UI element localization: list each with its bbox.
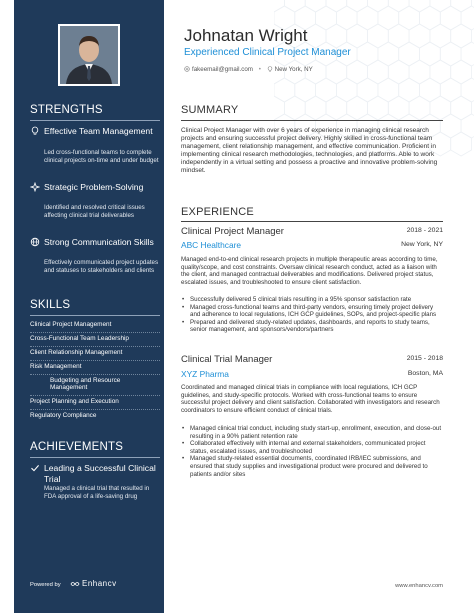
contact-line [184, 66, 313, 73]
strengths-heading: STRENGTHS [30, 104, 103, 116]
job-role: Clinical Trial Manager [181, 354, 273, 365]
achievement-description: Managed a clinical trial that resulted in FDA approval of a life-saving drug [44, 485, 150, 500]
job-location: Boston, MA [407, 370, 443, 377]
experience-heading: EXPERIENCE [181, 206, 254, 218]
strength-title: Effective Team Management [44, 126, 153, 136]
strength-description: Identified and resolved critical issues affecting clinical trial deliverables [44, 204, 145, 219]
summary-divider [181, 120, 443, 121]
skills-heading: SKILLS [30, 299, 71, 311]
skill-item: Clinical Project Management [30, 321, 112, 328]
skill-item: Cross-Functional Team Leadership [30, 335, 129, 342]
job-location: New York, NY [401, 241, 443, 248]
job-bullet: • Managed cross-functional teams and third-party vendors, ensuring timely project delivery and adherence to local regulations, ICH GCP guidelines, SOPs, and project-specific plans [181, 304, 443, 319]
skill-item: Regulatory Compliance [30, 412, 97, 419]
job-bullets [181, 425, 443, 478]
job-bullet: • Collaborated effectively with internal and external stakeholders, communicated project status, escalated issues, and troubleshooted [181, 440, 443, 455]
skill-item: Risk Management [30, 363, 82, 370]
email-text[interactable]: fakeemail@gmail.com [192, 66, 253, 73]
globe-icon [30, 237, 40, 247]
skill-divider [30, 346, 160, 347]
profile-photo [58, 24, 120, 86]
check-icon [30, 463, 40, 473]
job-company: XYZ Pharma [181, 369, 229, 379]
candidate-headline: Experienced Clinical Project Manager [184, 47, 351, 58]
skill-divider [30, 395, 160, 396]
location-text: New York, NY [274, 66, 313, 73]
job-bullets [181, 296, 443, 334]
skill-divider [30, 409, 160, 410]
skill-divider [30, 374, 160, 375]
job-company: ABC Healthcare [181, 240, 242, 250]
lightbulb-icon [30, 126, 40, 136]
achievements-heading: ACHIEVEMENTS [30, 441, 124, 453]
experience-divider [181, 221, 443, 222]
strengths-divider [30, 120, 160, 121]
skills-divider [30, 315, 160, 316]
summary-heading: SUMMARY [181, 104, 239, 116]
location-pin-icon [267, 66, 273, 72]
job-bullet: • Managed study-related essential documents, coordinated IRB/IEC submissions, and ensured that study supplies and investigational product were procured and delivered to patients and/or sites [181, 455, 443, 478]
job-dates: 2015 - 2018 [406, 355, 443, 362]
strength-title: Strategic Problem-Solving [44, 182, 144, 192]
sidebar [14, 0, 164, 613]
job-bullet: • Successfully delivered 5 clinical trials resulting in a 95% sponsor satisfaction rate [181, 296, 443, 304]
skill-item: Project Planning and Execution [30, 398, 119, 405]
strength-description: Led cross-functional teams to complete clinical projects on-time and under budget [44, 149, 159, 164]
job-role: Clinical Project Manager [181, 226, 284, 237]
sparkle-star-icon [30, 182, 40, 192]
footer-url[interactable]: www.enhancv.com [395, 583, 443, 589]
job-description: Managed end-to-end clinical research projects in multiple therapeutic areas according to time, quality/scope, and cost constraints. Oversaw clinical research conduct, acted as a liaison with the client, and managed contractual deliverables and modifications. Delivered project status, escalated issues, and troubleshooted to ensure client satisfaction. [181, 256, 438, 286]
summary-text: Clinical Project Manager with over 6 years of experience in managing clinical research projects and ensuring successful project delivery. Highly skilled in cross-functional team management, client relationship management, and effective communication. Proficient in implementing clinical research methodologies, technologies, and platforms. Able to work independently in a virtual setting and possess a proactive and innovative problem-solving mindset. [181, 127, 438, 175]
skill-item: Client Relationship Management [30, 349, 123, 356]
strength-title: Strong Communication Skills [44, 237, 154, 247]
skill-item: Budgeting and Resource Management [50, 377, 121, 391]
job-bullet: • Managed clinical trial conduct, including study start-up, enrollment, execution, and close-out resulting in a 90% patient retention rate [181, 425, 443, 440]
contact-separator: • [258, 66, 261, 73]
skill-divider [30, 332, 160, 333]
achievements-divider [30, 457, 160, 458]
job-dates: 2018 - 2021 [406, 227, 443, 234]
powered-by-label: Powered by [30, 582, 61, 588]
job-description: Coordinated and managed clinical trials in compliance with local regulations, ICH GCP guidelines, and study-specific protocols. Worked with cross-functional teams to ensure successful project delivery and client satisfaction. Collaborated with investigators and research coordinators to ensure efficient conduct of clinical trials. [181, 384, 440, 414]
achievement-title: Leading a Successful Clinical Trial [44, 463, 156, 484]
skill-divider [30, 360, 160, 361]
enhancv-logo-icon [70, 580, 80, 588]
job-bullet: • Prepared and delivered study-related updates, dashboards, and reports to study teams, senior management, and sponsors/vendors/partners [181, 319, 443, 334]
candidate-name: Johnatan Wright [184, 26, 308, 45]
enhancv-brand: Enhancv [82, 579, 117, 588]
strength-description: Effectively communicated project updates and statuses to stakeholders and clients [44, 259, 159, 274]
at-sign-icon [184, 66, 190, 72]
